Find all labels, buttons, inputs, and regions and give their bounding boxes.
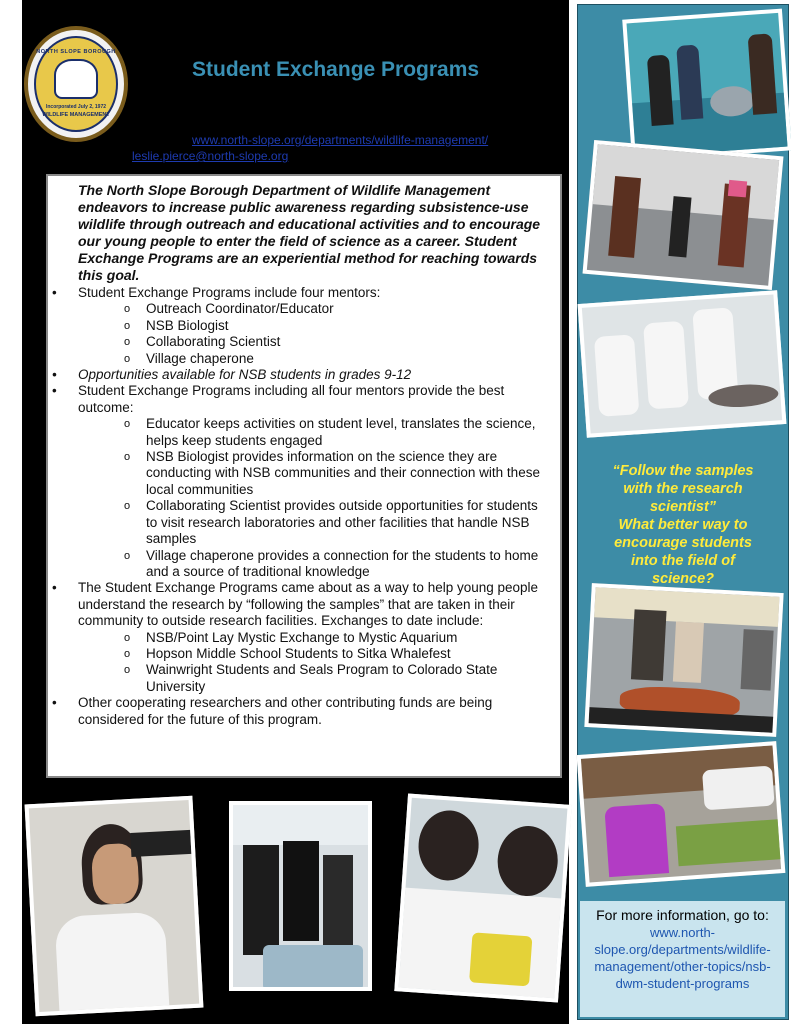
seal-inner bbox=[34, 36, 118, 132]
list-item: o Wainwright Students and Seals Program to Colorado State University bbox=[124, 662, 550, 695]
bullet-future: • Other cooperating researchers and other contributing funds are being considered for the future of this program. bbox=[52, 695, 550, 728]
bullet-mentors bbox=[52, 285, 550, 367]
list-item: o Outreach Coordinator/Educator bbox=[124, 301, 550, 317]
outcome-list bbox=[78, 416, 550, 580]
photo-microscope-student bbox=[25, 796, 204, 1017]
bullet-outcome-text: Student Exchange Programs including all four mentors provide the best outcome: bbox=[78, 383, 505, 415]
list-item: o Collaborating Scientist provides outside opportunities for students to visit research laboratories and other facilities that handle NSB samples bbox=[124, 498, 550, 547]
email-link[interactable]: leslie.pierce@north-slope.org bbox=[132, 149, 289, 163]
quote-line-2: What better way to encourage students into the field of science? bbox=[614, 517, 752, 587]
list-item: o Collaborating Scientist bbox=[124, 334, 550, 350]
list-item: o Village chaperone bbox=[124, 351, 550, 367]
more-info-box bbox=[580, 901, 785, 1017]
main-bullet-list bbox=[78, 285, 550, 728]
list-item: o Hopson Middle School Students to Sitka Whalefest bbox=[124, 646, 550, 662]
bullet-grades: • Opportunities available for NSB students in grades 9-12 bbox=[52, 367, 550, 383]
photo-feeding-cattle bbox=[577, 741, 786, 887]
list-item: o Educator keeps activities on student level, translates the science, helps keep students engaged bbox=[124, 416, 550, 449]
more-info-link[interactable]: www.north-slope.org/departments/wildlife-management/other-topics/nsb-dwm-student-programs bbox=[594, 925, 771, 991]
page-title: Student Exchange Programs bbox=[192, 58, 480, 81]
main-content-box bbox=[46, 174, 562, 778]
list-item: o Village chaperone provides a connection for the students to home and a source of traditional knowledge bbox=[124, 548, 550, 581]
bullet-outcome bbox=[52, 383, 550, 580]
bullet-exchanges-text: The Student Exchange Programs came about as a way to help young people understand the research by “following the samples” that are taken in their community to outside research facilities. Exchanges to date include: bbox=[78, 580, 539, 629]
seal-top-text: NORTH SLOPE BOROUGH bbox=[36, 49, 116, 55]
seal-date-text: Incorporated July 2, 1972 bbox=[45, 104, 107, 110]
list-item: o NSB Biologist provides information on the science they are conducting with NSB communities and their connection with these local communities bbox=[124, 449, 550, 498]
more-info-heading: For more information, go to: bbox=[596, 907, 769, 923]
photo-whale-dissection bbox=[584, 583, 783, 737]
list-item: o NSB/Point Lay Mystic Exchange to Mystic Aquarium bbox=[124, 630, 550, 646]
photo-students-squid bbox=[229, 801, 372, 991]
sidebar-quote bbox=[601, 462, 765, 588]
seal-bottom-text: WILDLIFE MANAGEMENT bbox=[42, 112, 110, 118]
bullet-exchanges bbox=[52, 580, 550, 695]
website-link[interactable]: www.north-slope.org/departments/wildlife-management/ bbox=[192, 133, 489, 147]
nsb-wildlife-seal-logo bbox=[24, 26, 128, 142]
photo-lab-seal bbox=[578, 290, 787, 438]
mentor-list bbox=[78, 301, 550, 367]
photo-dolphin-pool bbox=[622, 9, 791, 162]
photo-lab-pipette bbox=[394, 794, 571, 1003]
list-item: o NSB Biologist bbox=[124, 318, 550, 334]
photo-shoreline-students bbox=[583, 140, 784, 290]
quote-line-1: “Follow the samples with the research scientist” bbox=[612, 463, 754, 515]
exchange-list bbox=[78, 630, 550, 696]
seal-hunter-figure bbox=[54, 59, 98, 99]
intro-paragraph: The North Slope Borough Department of Wildlife Management endeavors to increase public awareness regarding subsistence-use wildlife through outreach and educational activities and to encourage our young people to enter the field of science as a career. Student Exchange Programs are an experiential method for reaching towards this goal. bbox=[78, 182, 541, 283]
bullet-mentors-text: Student Exchange Programs include four mentors: bbox=[78, 285, 381, 300]
